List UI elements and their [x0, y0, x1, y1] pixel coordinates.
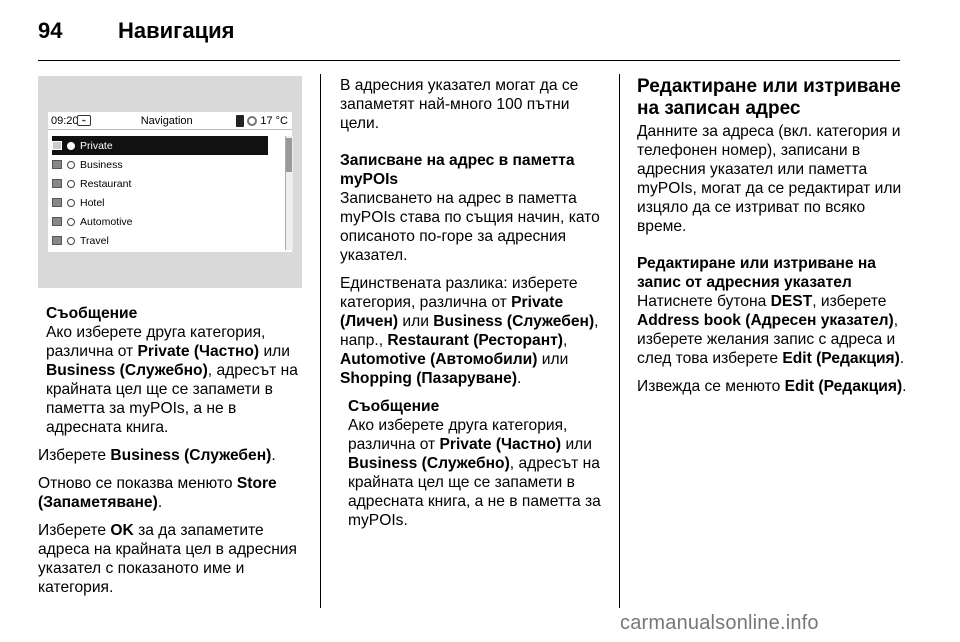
category-list: [52, 136, 282, 250]
category-icon: [52, 217, 62, 226]
paragraph: Натиснете бутона DEST, изберете Address book (Адресен указател), изберете желания запис с адреса и след това изберете Edit (Редакция).: [637, 293, 905, 367]
note-title: Съобщение: [348, 398, 440, 415]
screenshot-scrollbar[interactable]: [285, 136, 293, 250]
paragraph: Единствената разлика: изберете категория, различна от Private (Личен) или Business (Служебен), напр., Restaurant (Ресторант), Automotive (Автомобили) или Shopping (Пазаруване).: [340, 275, 599, 387]
category-item-restaurant[interactable]: [52, 174, 282, 193]
category-item-business[interactable]: [52, 155, 282, 174]
screenshot-title: Navigation: [140, 114, 193, 127]
category-icon: [52, 236, 62, 245]
paragraph: Записването на адрес в паметта myPOIs става по същия начин, като описаното по-горе за адресния указател.: [340, 190, 600, 264]
settings-icon: [247, 116, 257, 126]
radio-icon: [67, 161, 75, 169]
subsection-heading: Редактиране или изтриване на запис от адресния указател: [637, 255, 876, 291]
screenshot-time: 09:20: [51, 114, 79, 127]
radio-icon: [67, 218, 75, 226]
column-1: [38, 304, 308, 606]
radio-icon: [67, 199, 75, 207]
screenshot-temperature: 17 °C: [260, 114, 288, 127]
paragraph: Отново се показва менюто Store (Запаметяване).: [38, 475, 277, 511]
category-label: Hotel: [80, 196, 105, 209]
page-header: [38, 18, 234, 48]
category-item-private[interactable]: [52, 136, 268, 155]
screenshot-status-bar: [48, 112, 292, 130]
category-icon: [52, 179, 62, 188]
note-text: Ако изберете друга категория, различна от Private (Частно) или Business (Служебно), адресът на крайната цел ще се запамети в адресната книга, а не в паметта за myPOIs.: [348, 417, 601, 529]
category-label: Private: [80, 139, 113, 152]
paragraph: Изберете Business (Служебен).: [38, 447, 276, 464]
section-heading: Редактиране или изтриване на записан адрес: [637, 76, 901, 119]
column-divider-2: [619, 74, 620, 608]
paragraph: Изберете OK за да запаметите адреса на крайната цел в адресния указател с показаното име и категория.: [38, 522, 297, 596]
category-label: Automotive: [80, 215, 133, 228]
category-icon: [52, 141, 62, 150]
note-text: Ако изберете друга категория, различна от Private (Частно) или Business (Служебно), адресът на крайната цел ще се запамети в паметта за myPOIs, а не в адресната книга.: [46, 324, 298, 436]
phone-icon: [236, 115, 244, 127]
category-item-automotive[interactable]: [52, 212, 282, 231]
radio-icon: [67, 142, 75, 150]
intro-paragraph: В адресния указател могат да се запаметят най-много 100 пътни цели.: [340, 77, 579, 132]
category-label: Business: [80, 158, 123, 171]
category-item-travel[interactable]: [52, 231, 282, 250]
watermark: carmanualsonline.info: [620, 612, 819, 634]
category-item-hotel[interactable]: [52, 193, 282, 212]
page-number: 94: [38, 18, 63, 43]
column-3: [637, 76, 909, 405]
column-divider-1: [320, 74, 321, 608]
note-title: Съобщение: [46, 305, 138, 322]
scroll-thumb[interactable]: [286, 138, 292, 172]
paragraph: Извежда се менюто Edit (Редакция).: [637, 378, 907, 395]
navigation-screenshot: [38, 76, 302, 288]
category-icon: [52, 198, 62, 207]
radio-icon: [67, 180, 75, 188]
page-title: Навигация: [118, 18, 235, 43]
section-heading: Записване на адрес в паметта myPOIs: [340, 152, 575, 188]
navigation-icon: ⌁: [77, 115, 91, 126]
note-1: [46, 304, 308, 437]
radio-icon: [67, 237, 75, 245]
category-label: Travel: [80, 234, 109, 247]
category-label: Restaurant: [80, 177, 132, 190]
category-icon: [52, 160, 62, 169]
column-2: [340, 76, 608, 530]
header-rule: [38, 60, 900, 61]
note-2: [348, 397, 608, 530]
paragraph: Данните за адреса (вкл. категория и телефонен номер), записани в адресния указател или паметта myPOIs, могат да се редактират или изцяло да се изтриват по всяко време.: [637, 123, 902, 235]
